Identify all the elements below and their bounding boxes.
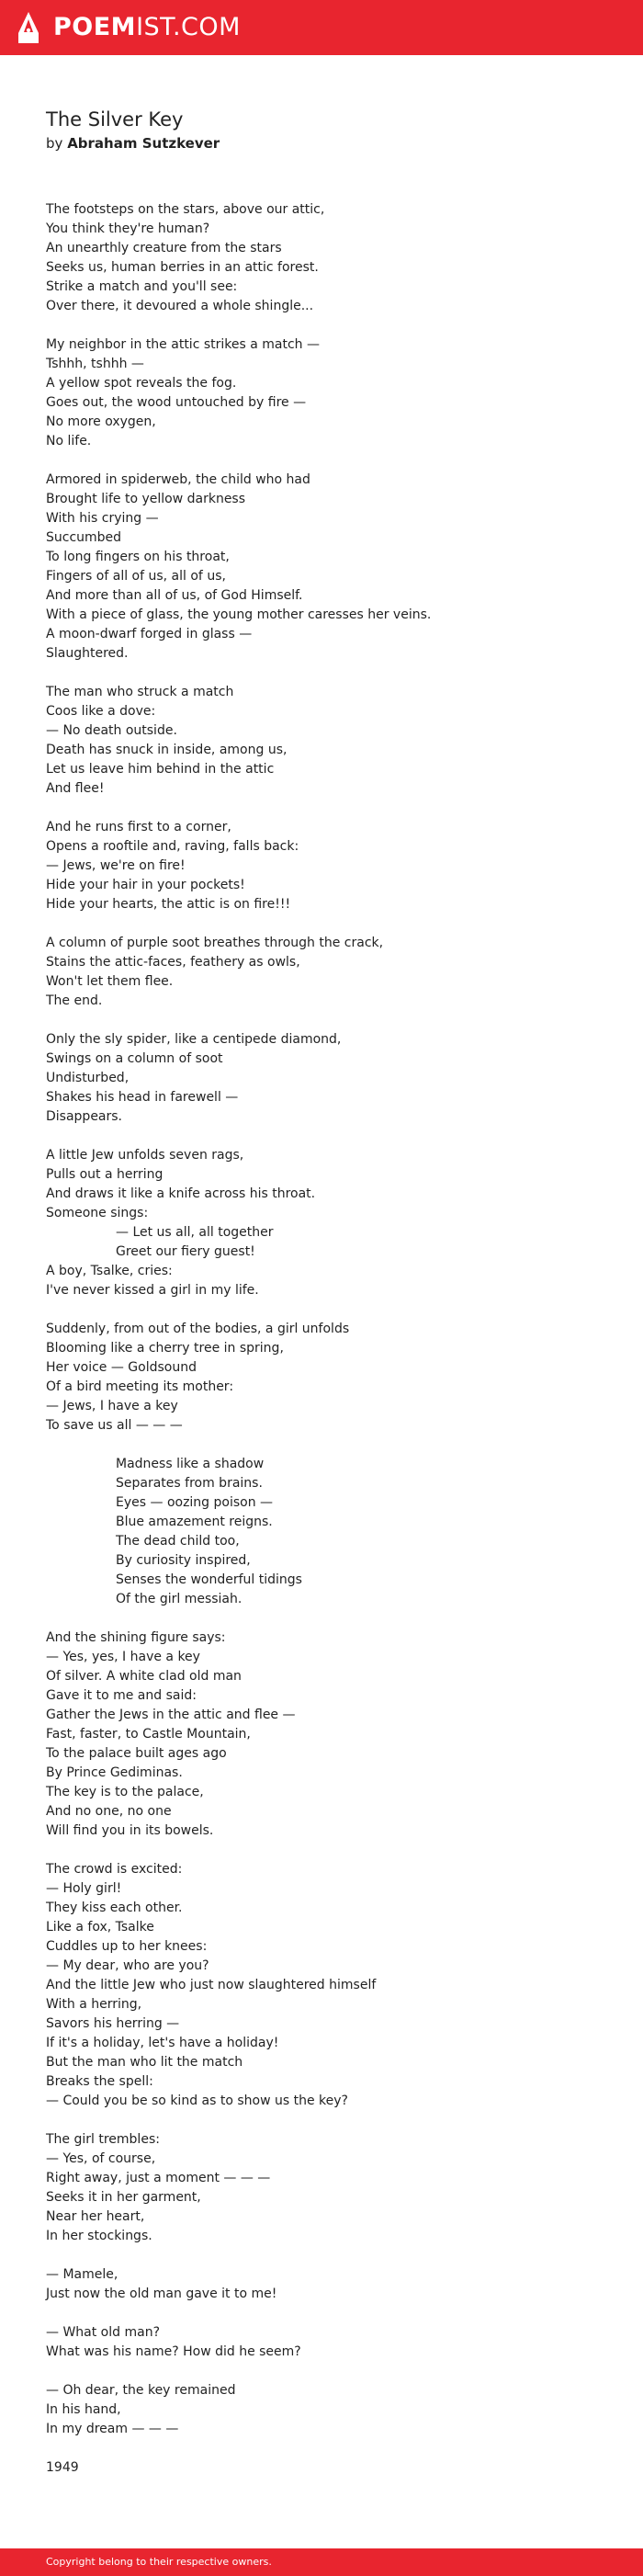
stanza [46,471,615,664]
stanza [46,1455,615,1609]
poem-line: With a herring, [46,1997,142,2012]
poem-line: A column of purple soot breathes through the crack, [46,936,384,950]
poem-line: A little Jew unfolds seven rags, [46,1148,244,1163]
poem-line: Armored in spiderweb, the child who had [46,472,310,487]
poem-line: Won't let them flee. [46,974,174,989]
poem-line: — Mamele, [46,2267,118,2282]
poem-line: I've never kissed a girl in my life. [46,1283,259,1298]
poem-line: — Let us all, all together [116,1225,274,1240]
poem-line: And the little Jew who just now slaughtered himself [46,1978,377,1992]
poem-line: If it's a holiday, let's have a holiday! [46,2036,279,2050]
poem-line: Goes out, the wood untouched by fire — [46,395,307,410]
poem-line: Opens a rooftile and, raving, falls back: [46,839,299,854]
stanza [46,2265,615,2304]
poem-line: Gather the Jews in the attic and flee — [46,1708,296,1722]
poem-line: — Jews, we're on fire! [46,858,186,873]
poem-line: My neighbor in the attic strikes a match — [46,337,320,352]
poem-line: Slaughtered. [46,646,129,661]
poem-line: And he runs first to a corner, [46,820,231,834]
stanza [46,2323,615,2362]
poem-line: Pulls out a herring [46,1167,164,1182]
poem-line: — Yes, yes, I have a key [46,1650,200,1664]
stanza [46,1320,615,1436]
poem-line: Succumbed [46,530,122,545]
site-logo[interactable] [17,11,241,44]
poem-line: Swings on a column of soot [46,1051,223,1066]
stanza [46,200,615,316]
poem-line: To save us all — — — [46,1418,183,1433]
poem-line: To the palace built ages ago [46,1746,227,1761]
poem-line: The footsteps on the stars, above our attic, [46,202,325,217]
poem-line: Coos like a dove: [46,704,156,719]
poem-line: — Holy girl! [46,1881,122,1896]
stanza [46,1860,615,2111]
poem-line: A boy, Tsalke, cries: [46,1264,173,1278]
poem-line: But the man who lit the match [46,2055,243,2070]
logo-wordmark [53,11,241,44]
poem-line: Fast, faster, to Castle Mountain, [46,1727,251,1742]
logo-wordmark-strong: POEM [53,13,137,41]
poem-line: Blue amazement reigns. [116,1515,273,1529]
poem-line: Strike a match and you'll see: [46,279,238,294]
poem-line: Gave it to me and said: [46,1688,197,1703]
poem-line: Greet our fiery guest! [116,1244,255,1259]
poem-line: Someone sings: [46,1206,149,1220]
poem-line: And the shining figure says: [46,1630,226,1645]
poem-line: Tshhh, tshhh — [46,357,144,371]
poem-line: — No death outside. [46,723,177,738]
poem-line: Just now the old man gave it to me! [46,2287,277,2301]
poem-line: Disappears. [46,1109,123,1124]
poem-line: Hide your hearts, the attic is on fire!!! [46,897,291,912]
poem-year: 1949 [46,2460,79,2475]
poem-line: A moon-dwarf forged in glass — [46,627,253,641]
poem-line: — What old man? [46,2325,160,2340]
poem-line: Eyes — oozing poison — [116,1495,274,1510]
poem-line: Blooming like a cherry tree in spring, [46,1341,284,1356]
poem-line: Of the girl messiah. [116,1592,243,1606]
poem-line: Death has snuck in inside, among us, [46,743,288,757]
byline-label: by [46,135,63,152]
poem-line: Right away, just a moment — — — [46,2171,271,2185]
poem-line: Let us leave him behind in the attic [46,762,275,777]
logo-wordmark-light: IST.COM [136,13,241,41]
poem-line: — My dear, who are you? [46,1958,209,1973]
poem-line: Undisturbed, [46,1071,130,1085]
site-header [0,0,643,55]
poem-line: To long fingers on his throat, [46,550,230,564]
poem-line: Seeks it in her garment, [46,2190,201,2205]
poem-line: The key is to the palace, [46,1785,204,1799]
poem-line: No life. [46,434,92,448]
site-footer [0,2548,643,2576]
stanza [46,818,615,914]
stanza [46,1628,615,1841]
poem-line: Madness like a shadow [116,1457,265,1471]
stanza [46,1146,615,1300]
poem-line: Hide your hair in your pockets! [46,878,245,892]
stanza [46,2381,615,2439]
poem-line: Like a fox, Tsalke [46,1920,154,1935]
poem-line: The end. [46,993,103,1008]
poem-line: Fingers of all of us, all of us, [46,569,226,584]
poem-line: Cuddles up to her knees: [46,1939,208,1954]
poem-line: In my dream — — — [46,2422,179,2436]
poem-line: The man who struck a match [46,685,234,699]
poem-line: Of silver. A white clad old man [46,1669,242,1684]
poem-line: The crowd is excited: [46,1862,183,1877]
poem-line: And more than all of us, of God Himself. [46,588,303,603]
poem-line: With a piece of glass, the young mother caresses her veins. [46,607,432,622]
poem-line: Senses the wonderful tidings [116,1572,302,1587]
poem-line: — Could you be so kind as to show us the key? [46,2094,348,2108]
poem-line: Of a bird meeting its mother: [46,1379,234,1394]
poem-line: And no one, no one [46,1804,172,1819]
poem-line: — Yes, of course, [46,2151,156,2166]
poem-line: In his hand, [46,2402,121,2417]
poem-line: Over there, it devoured a whole shingle... [46,299,314,313]
stanza [46,1030,615,1127]
poem-line: Shakes his head in farewell — [46,1090,239,1105]
poem-line: Separates from brains. [116,1476,263,1491]
stanza [46,683,615,799]
poem-line: Only the sly spider, like a centipede diamond, [46,1032,342,1047]
poem-line: Near her heart, [46,2209,145,2224]
poem-line: An unearthly creature from the stars [46,241,282,255]
poem-line: Savors his herring — [46,2016,180,2031]
stanza [46,335,615,451]
pen-nib-icon [17,11,40,44]
poem-line: What was his name? How did he seem? [46,2344,301,2359]
poem-line: They kiss each other. [46,1901,183,1915]
poem-line: You think they're human? [46,221,210,236]
stanza [46,2130,615,2246]
poem-header [46,107,220,153]
copyright-notice: Copyright belong to their respective owners. [46,2556,272,2568]
poem-line: No more oxygen, [46,414,156,429]
poem-line: The dead child too, [116,1534,240,1549]
poem-line: Her voice — Goldsound [46,1360,197,1375]
byline [46,133,220,153]
poem-line: — Jews, I have a key [46,1399,178,1413]
poem-line: Breaks the spell: [46,2074,153,2089]
stanza [46,934,615,1011]
poem-line: — Oh dear, the key remained [46,2383,236,2398]
poem-line: And flee! [46,781,105,796]
poem-line: The girl trembles: [46,2132,160,2147]
poem-line: Will find you in its bowels. [46,1823,214,1838]
poem-line: Stains the attic-faces, feathery as owls, [46,955,300,970]
author-name[interactable]: Abraham Sutzkever [67,135,220,152]
poem-line: By curiosity inspired, [116,1553,251,1568]
poem-line: And draws it like a knife across his throat. [46,1186,316,1201]
poem-line: By Prince Gediminas. [46,1765,183,1780]
poem-line: Brought life to yellow darkness [46,492,246,506]
poem-line: With his crying — [46,511,159,526]
poem-title: The Silver Key [46,108,184,131]
poem-body [46,200,615,2478]
poem-line: A yellow spot reveals the fog. [46,376,237,391]
poem-line: Seeks us, human berries in an attic forest. [46,260,319,275]
poem-line: Suddenly, from out of the bodies, a girl unfolds [46,1322,350,1336]
poem-line: In her stockings. [46,2229,152,2243]
